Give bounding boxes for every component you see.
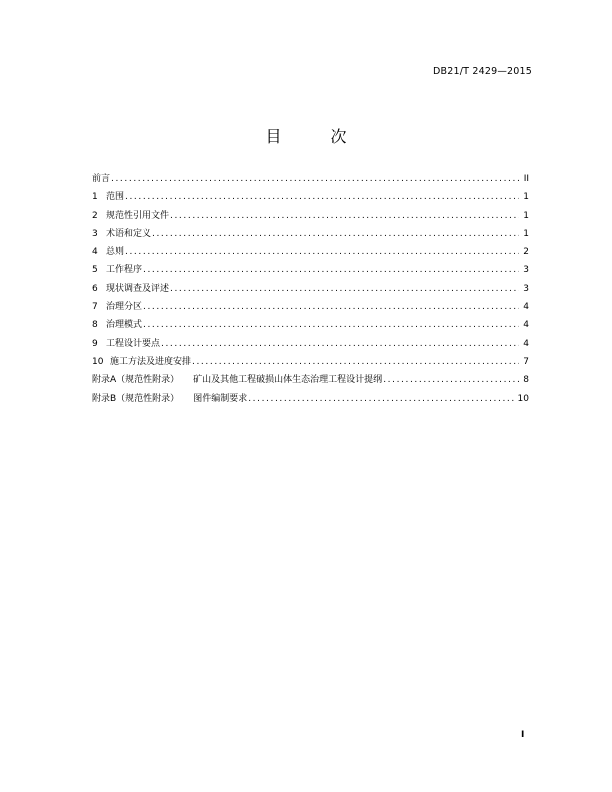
toc-leader-dots: [125, 243, 519, 261]
document-code: DB21/T 2429—2015: [433, 66, 532, 77]
toc-entry-9[interactable]: [92, 335, 529, 353]
toc-page-number: 8: [523, 375, 529, 386]
toc-page-number: 1: [523, 228, 529, 239]
toc-entry-number: 1: [92, 192, 98, 203]
toc-entry-1[interactable]: [92, 188, 529, 206]
toc-entry-10[interactable]: [92, 353, 529, 371]
toc-leader-dots: [152, 225, 519, 243]
toc-leader-dots: [170, 280, 519, 298]
toc-entry-number: 5: [92, 265, 98, 276]
toc-page-number: 4: [523, 302, 529, 313]
toc-entry-5[interactable]: [92, 261, 529, 279]
toc-entry-2[interactable]: [92, 207, 529, 225]
table-of-contents: [92, 170, 529, 408]
toc-page-number: 3: [523, 265, 529, 276]
toc-entry-title: 附录B（规范性附录）: [92, 393, 180, 404]
toc-entry-subtitle: 矿山及其他工程破损山体生态治理工程设计提纲: [193, 375, 383, 386]
toc-entry-title: 施工方法及进度安排: [110, 356, 192, 367]
toc-leader-dots: [125, 188, 519, 206]
toc-entry-number: 2: [92, 210, 98, 221]
toc-entry-title: 现状调查及评述: [106, 283, 170, 294]
toc-entry-appendix-b[interactable]: [92, 390, 529, 408]
toc-page-number: 2: [523, 247, 529, 258]
toc-entry-8[interactable]: [92, 316, 529, 334]
toc-entry-title: 范围: [106, 192, 125, 203]
toc-entry-title: 术语和定义: [106, 228, 152, 239]
toc-entry-number: 10: [92, 356, 104, 367]
toc-leader-dots: [111, 170, 519, 188]
toc-entry-number: 8: [92, 320, 98, 331]
toc-entry-title: 附录A（规范性附录）: [92, 375, 180, 386]
toc-entry-4[interactable]: [92, 243, 529, 261]
toc-entry-number: 4: [92, 247, 98, 258]
toc-leader-dots: [143, 261, 519, 279]
toc-entry-number: 3: [92, 228, 98, 239]
toc-leader-dots: [161, 335, 519, 353]
toc-entry-title: 治理分区: [106, 302, 143, 313]
toc-page-number: 3: [523, 283, 529, 294]
toc-page-number: 4: [523, 320, 529, 331]
toc-leader-dots: [170, 207, 519, 225]
toc-leader-dots: [192, 353, 519, 371]
toc-leader-dots: [383, 371, 519, 389]
toc-entry-title: 规范性引用文件: [106, 210, 170, 221]
toc-leader-dots: [143, 298, 519, 316]
toc-entry-7[interactable]: [92, 298, 529, 316]
toc-entry-number: 9: [92, 338, 98, 349]
toc-entry-6[interactable]: [92, 280, 529, 298]
toc-page-number: 7: [523, 356, 529, 367]
toc-page-number: II: [523, 174, 529, 184]
toc-entry-title: 工程设计要点: [106, 338, 161, 349]
toc-entry-number: 6: [92, 283, 98, 294]
toc-page-number: 10: [517, 393, 529, 404]
toc-entry-title: 工作程序: [106, 265, 143, 276]
toc-entry-preface[interactable]: [92, 170, 529, 188]
toc-entry-title: 治理模式: [106, 320, 143, 331]
toc-page-number: 1: [523, 192, 529, 203]
toc-entry-number: 7: [92, 302, 98, 313]
toc-leader-dots: [248, 390, 515, 408]
toc-entry-title: 前言: [92, 174, 111, 184]
page-title: 目 次: [265, 127, 369, 146]
toc-entry-subtitle: 图件编制要求: [193, 393, 248, 404]
toc-page-number: 1: [523, 210, 529, 221]
toc-page-number: 4: [523, 338, 529, 349]
toc-leader-dots: [143, 316, 519, 334]
toc-entry-3[interactable]: [92, 225, 529, 243]
toc-entry-appendix-a[interactable]: [92, 371, 529, 389]
toc-entry-title: 总则: [106, 247, 125, 258]
page-number: I: [521, 730, 525, 740]
